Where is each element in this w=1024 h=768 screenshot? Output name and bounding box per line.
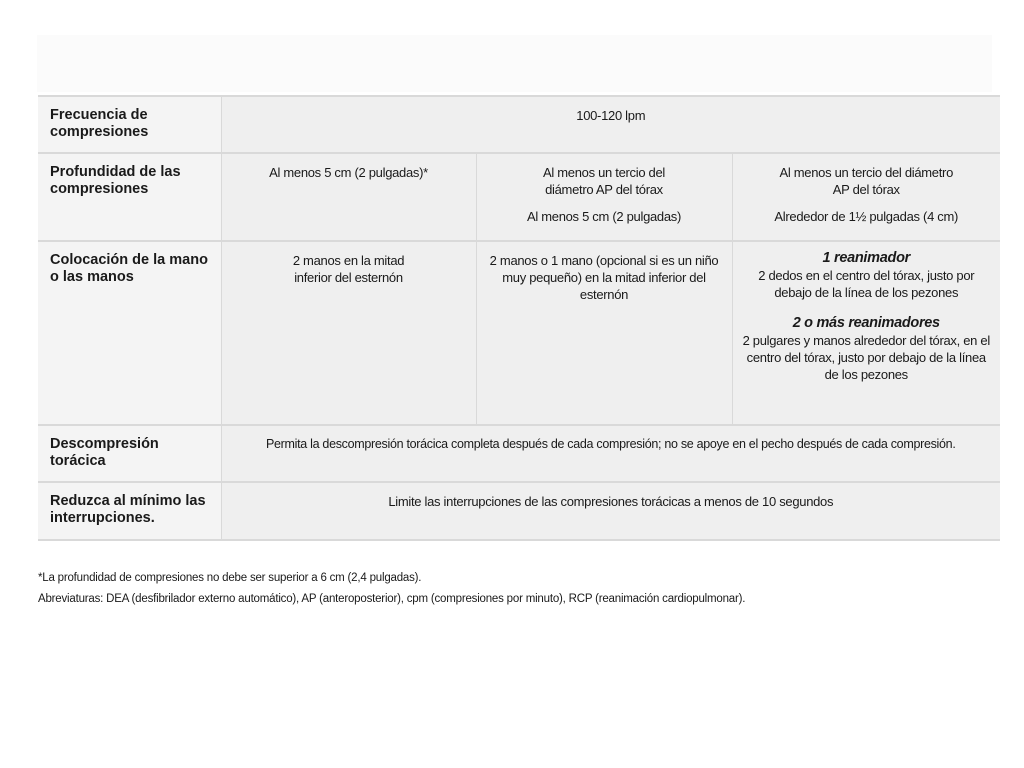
depth-adult: Al menos 5 cm (2 pulgadas)* (221, 153, 476, 241)
depth-child (476, 153, 732, 241)
row-label-interruptions: Reduzca al mínimo las interrupciones. (38, 482, 221, 540)
row-label-recoil: Descompresión torácica (38, 425, 221, 482)
row-label-hand-placement: Colocación de la mano o las manos (38, 241, 221, 425)
hand-placement-adult-text: 2 manos en la mitad inferior del esternón (292, 253, 405, 285)
hand-placement-child: 2 manos o 1 mano (opcional si es un niño muy pequeño) en la mitad inferior del esternón (476, 241, 732, 425)
depth-child-line1: Al menos un tercio del diámetro AP del tórax (542, 165, 666, 197)
table-row-recoil (38, 425, 1000, 482)
recoil-value: Permita la descompresión torácica completa después de cada compresión; no se apoye en el pecho después de cada compresión. (221, 425, 1000, 482)
abbreviations-note: Abreviaturas: DEA (desfibrilador externo automático), AP (anteroposterior), cpm (compresiones por minuto), RCP (reanimación cardiopulmonar). (38, 593, 746, 605)
hand-placement-adult (221, 241, 476, 425)
depth-infant-line1: Al menos un tercio del diámetro AP del tórax (779, 165, 954, 197)
depth-infant-line2: Alrededor de 1½ pulgadas (4 cm) (774, 209, 959, 224)
table-row-depth (38, 153, 1000, 241)
table-row-hand-placement (38, 241, 1000, 425)
row-label-depth: Profundidad de las compresiones (38, 153, 221, 241)
cpr-table (38, 95, 1000, 541)
depth-child-line2: Al menos 5 cm (2 pulgadas) (526, 209, 682, 224)
hand-placement-infant (732, 241, 1000, 425)
interruptions-value: Limite las interrupciones de las compresiones torácicas a menos de 10 segundos (221, 482, 1000, 540)
depth-footnote: *La profundidad de compresiones no debe ser superior a 6 cm (2,4 pulgadas). (38, 572, 422, 584)
table-notes (38, 572, 1008, 614)
table-header-band (37, 35, 992, 92)
infant-one-rescuer-title: 1 reanimador (822, 250, 910, 266)
table-row-frequency (38, 96, 1000, 153)
infant-one-rescuer-text: 2 dedos en el centro del tórax, justo por debajo de la línea de los pezones (758, 268, 975, 300)
table-row-interruptions (38, 482, 1000, 540)
infant-two-rescuers-title: 2 o más reanimadores (792, 315, 940, 331)
depth-infant (732, 153, 1000, 241)
row-label-frequency: Frecuencia de compresiones (38, 96, 221, 153)
frequency-value: 100-120 lpm (221, 96, 1000, 153)
infant-two-rescuers-text: 2 pulgares y manos alrededor del tórax, en el centro del tórax, justo por debajo de la línea de los pezones (742, 333, 990, 382)
